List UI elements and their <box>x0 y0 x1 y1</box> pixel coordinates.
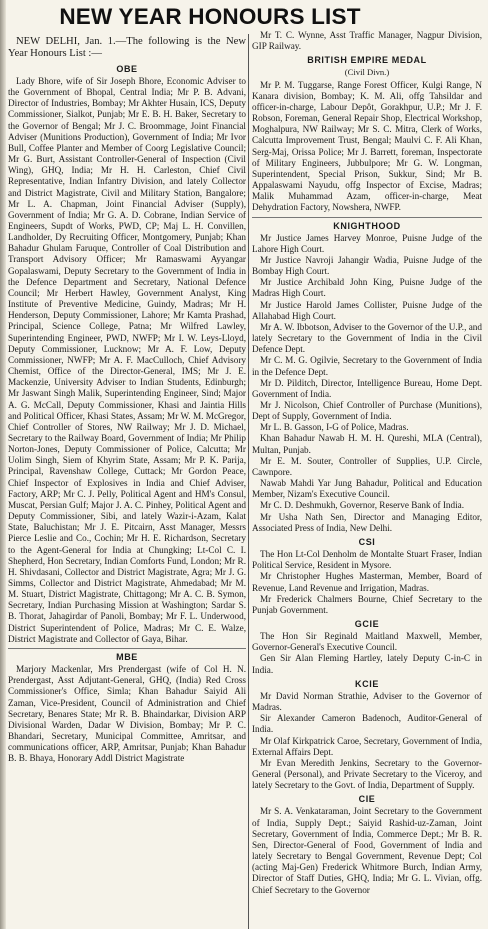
knighthood-item: Mr Usha Nath Sen, Director and Managing Editor, Associated Press of India, New Delhi. <box>252 511 482 533</box>
csi-item: Mr Christopher Hughes Masterman, Member, Board of Revenue, Land Revenue and Irrigation, Madras. <box>252 571 482 593</box>
kcie-heading: KCIE <box>355 678 379 689</box>
knighthood-item: Mr Justice Navroji Jahangir Wadia, Puisne Judge of the Bombay High Court. <box>252 254 482 277</box>
kcie-item: Mr Evan Meredith Jenkins, Secretary to the Governor-General (Personal), and Private Secretary to the Viceroy, and lately Secretary to the Govt. of India, Department of Supply. <box>252 757 482 791</box>
column-divider <box>248 34 249 929</box>
cie-list: Mr S. A. Venkataraman, Joint Secretary to the Government of India, Supply Dept.; Saiyid Rashid-uz-Zaman, Joint Secretary, Government of India, Commerce Dept.; Mr B. R. Sen, Director-General of Food, Government of India and lately Secretary to Bengal Government, Revenue Dept; Col (acting Maj-Gen) Frederick Whitmore Burch, Indian Army, Director of Staff Duties, GHQ, India; Mr G. L. Vivian, offg. Chief Secretary to the Governor <box>252 806 482 895</box>
mbe-heading: MBE <box>116 651 138 662</box>
csi-item: The Hon Lt-Col Denholm de Montalte Stuart Fraser, Indian Political Service, Resident in Mysore. <box>252 549 482 571</box>
csi-heading: CSI <box>358 536 376 547</box>
knighthood-item: Mr Justice Archibald John King, Puisne Judge of the Madras High Court. <box>252 277 482 299</box>
cie-heading: CIE <box>358 794 376 805</box>
knighthood-item: Mr D. Pilditch, Director, Intelligence Bureau, Home Dept. Government of India. <box>252 377 482 399</box>
headline: NEW YEAR HONOURS LIST <box>59 4 361 29</box>
knighthood-item: Mr J. Nicolson, Chief Controller of Purchase (Munitions), Dept of Supply, Government of India. <box>252 400 482 422</box>
kcie-item: Sir Alexander Cameron Badenoch, Auditor-General of India. <box>252 713 482 735</box>
dateline-intro: NEW DELHI, Jan. 1.—The following is the New Year Honours List :— <box>8 36 246 60</box>
gcie-item: The Hon Sir Reginald Maitland Maxwell, Member, Governor-General's Executive Council. <box>252 631 482 653</box>
knighthood-item: Mr Justice Harold James Collister, Puisne Judge of the Allahabad High Court. <box>252 299 482 321</box>
page-edge-shadow <box>0 0 6 929</box>
left-column <box>8 36 246 929</box>
knighthood-item: Mr A. W. Ibbotson, Adviser to the Governor of the U.P., and lately Secretary to the Government of India in the Civil Defence Dept. <box>252 321 482 355</box>
bem-subheading: (Civil Divn.) <box>344 67 390 78</box>
section-rule <box>252 217 482 218</box>
gcie-item: Gen Sir Alan Fleming Hartley, lately Deputy C-in-C in India. <box>252 653 482 675</box>
bem-heading: BRITISH EMPIRE MEDAL <box>307 55 427 66</box>
section-rule <box>8 648 246 649</box>
kcie-item: Mr Olaf Kirkpatrick Caroe, Secretary, Government of India, External Affairs Dept. <box>252 735 482 757</box>
knighthood-item: Mr Justice James Harvey Monroe, Puisne Judge of the Lahore High Court. <box>252 232 482 254</box>
knighthood-heading: KNIGHTHOOD <box>333 220 401 231</box>
bem-list: Mr P. M. Tuggarse, Range Forest Officer, Kulgi Range, N Kanara division, Bombay; K. M. Ali, offg Tahsildar and officer-in-charge, Labour Depôt, Gorakhpur, U.P.; Mr J. F. Robson, Foreman, General Repair Shop, Electrical Workshop, Moghalpura, NW Railway; Mr S. C. Mitra, Clerk of Works, Calcutta Improvement Trust, Bengal; Maulvi C. F. Ali Khan, Serg-Maj, Orissa Police; Mr J. Barrett, foreman, Inspectorate of Military Engineers, Jubbulpore; Mr G. W. Longman, Superintendent, Special Prison, Sukkur, Sind; Mr B. Appalaswami Nayudu, offg Inspector of Excise, Madras; Malik Muhammad Azam, officer-in-charge, Meat Dehydration Factory, Nowshera, NWFP. <box>252 79 482 213</box>
knighthood-item: Nawab Mahdi Yar Jung Bahadur, Political and Education Member, Nizam's Executive Council. <box>252 478 482 500</box>
knighthood-item: Mr L. B. Gasson, I-G of Police, Madras. <box>260 422 409 433</box>
obe-list: Lady Bhore, wife of Sir Joseph Bhore, Economic Adviser to the Government of Bhopal, Central India; Mr P. B. Advani, Director of Industries, Bombay; Mr Akhter Husain, ICS, Deputy Commissioner, Sialkot, Punjab; Mr E. B. H. Baker, Secretary to the Governor of Bengal; Mr J. C. Broommage, Joint Financial Adviser (Munitions Production), Government of India; Mr Ivor Bull, Coffee Planter and Member of Coorg Legislative Council; Mr G. Burt, Assistant Controller-General of Inspection (Civil Wing), GHQ, India; Mr H. H. Carleston, Chief Civil Representative, Indian Infantry Division, and lately Collector and District Magistrate, Civil and Military Station, Bangalore; Mr L. A. Chapman, Joint Financial Adviser (Supply), Government of India; Mr G. A. D. Cobrane, Indian Service of Engineers, Supdt of Works, PWD, CP; Maj L. H. Convillen, Landholder, Dy Recruiting Officer, Montgomery, Punjab; Khan Bahadur Ghulam Faruque, Controller of Coal Distribution and Transport Advisory Officer; Mr Ramaswami Ayyangar Gopalaswami, Deputy Secretary to the Government of India in the Defence Department and Secretary, National Defence Council; Mr Herbert Hawley, Government Analyst, King Institute of Preventive Medicine, Guindy, Madras; Mr H. Henderson, Deputy Commissioner, Lahore; Mr Kamta Prashad, Principal, Science College, Patna; Mr Wilfred Lawley, Superintending Engineer, PWD, NWFP; Mr I. W. Leys-Lloyd, Deputy Commissioner, Lucknow; Mr A. F. Low, Deputy Commissioner, NWFP; Mr A. F. MacCulloch, Chief Advisory Chemist, Office of the Director-General, IMS; Mr J. E. Mackenzie, University Adviser to Indian Students, Edinburgh; Mr Jaswant Singh Malik, Superintending Engineer, Sind; Major A. G. McCall, Deputy Commissioner, Khasi and Jaintia Hills and Political Officer, Khasi States, Assam; Mr W. M. McGregor, Chief Controller of Stores, NW Railway; Mr J. D. Michael, Secretary to the Railway Board, Government of India; Mr Philip Norton-Jones, Deputy Commissioner of Police, Calcutta; Mr Uolim Singh, Siem of Khyrim State, Assam; Mr P. K. Parija, Principal, Ravenshaw College, Cuttack; Mr Gordon Peace, Chief Inspector of Explosives in India and Chief Adviser, Factory, ARP; Mr C. J. Pelly, Political Agent and HM's Consul, Muscat, Persian Gulf; Major J. A. C. Pinhey, Political Agent and Deputy Commissioner, Sibi, and lately Wazir-i-Azam, Kalat State, Baluchistan; Mr J. E. Pitcairn, Asst Manager, Messrs Pierce Leslie and Co., Cochin; Mr H. E. Richardson, Secretary to the Agent-General for India at Chungking; Lt-Col C. I. Shepherd, Hon Secretary, Indian Comforts Fund, London; Mr R. H. Shivdasani, Collector and District Magistrate, Agra; Mr J. G. Simms, Collector and District Magistrate, Ahmedabad; Mr M. M. Stuart, District Magistrate, Chittagong; Mr A. C. B. Symon, Secretary, Indian Purchasing Mission at Washington; Sardar S. B. Thorat, Jahagirdar of Panoli, Bombay; Mr F. L. Underwood, District Superintendent of Police, Madras; Mr C. E. Walze, District Magistrate and Collector of Gaya, Bihar. <box>8 75 246 644</box>
knighthood-item: Mr E. M. Souter, Controller of Supplies, U.P. Circle, Cawnpore. <box>252 455 482 477</box>
csi-item: Mr Frederick Chalmers Bourne, Chief Secretary to the Punjab Government. <box>252 593 482 615</box>
right-column <box>252 30 482 929</box>
kcie-item: Mr David Norman Strathie, Adviser to the Governor of Madras. <box>252 690 482 713</box>
knighthood-item: Khan Bahadur Nawab H. M. H. Qureshi, MLA (Central), Multan, Punjab. <box>252 433 482 455</box>
obe-continued: Mr T. C. Wynne, Asst Traffic Manager, Nagpur Division, GIP Railway. <box>252 30 482 52</box>
knighthood-item: Mr C. D. Deshmukh, Governor, Reserve Bank of India. <box>260 500 465 511</box>
gcie-heading: GCIE <box>354 618 380 629</box>
mbe-list: Marjory Mackenlar, Mrs Prendergast (wife of Col H. N. Prendergast, Asst Adjutant-General, GHQ, (India) Red Cross Commissioner's Office, Simla; Khan Bahadur Saiyid Ali Zaman, Vice-President, Council of Administration and Chief Secretary, Benares State; Mr R. B. Bhaindarkar, Division ARP Divisional Warden, Dadar W Division, Bombay; Mr P. C. Bhandari, Secretary, Municipal Committee, Amritsar, and communications officer, ARP, Amritsar, Punjab; Khan Bahadur B. B. Bhaya, Honorary Addl District Magistrate <box>8 664 246 764</box>
obe-heading: OBE <box>116 63 138 74</box>
knighthood-item: Mr C. M. G. Ogilvie, Secretary to the Government of India in the Defence Dept. <box>252 355 482 377</box>
